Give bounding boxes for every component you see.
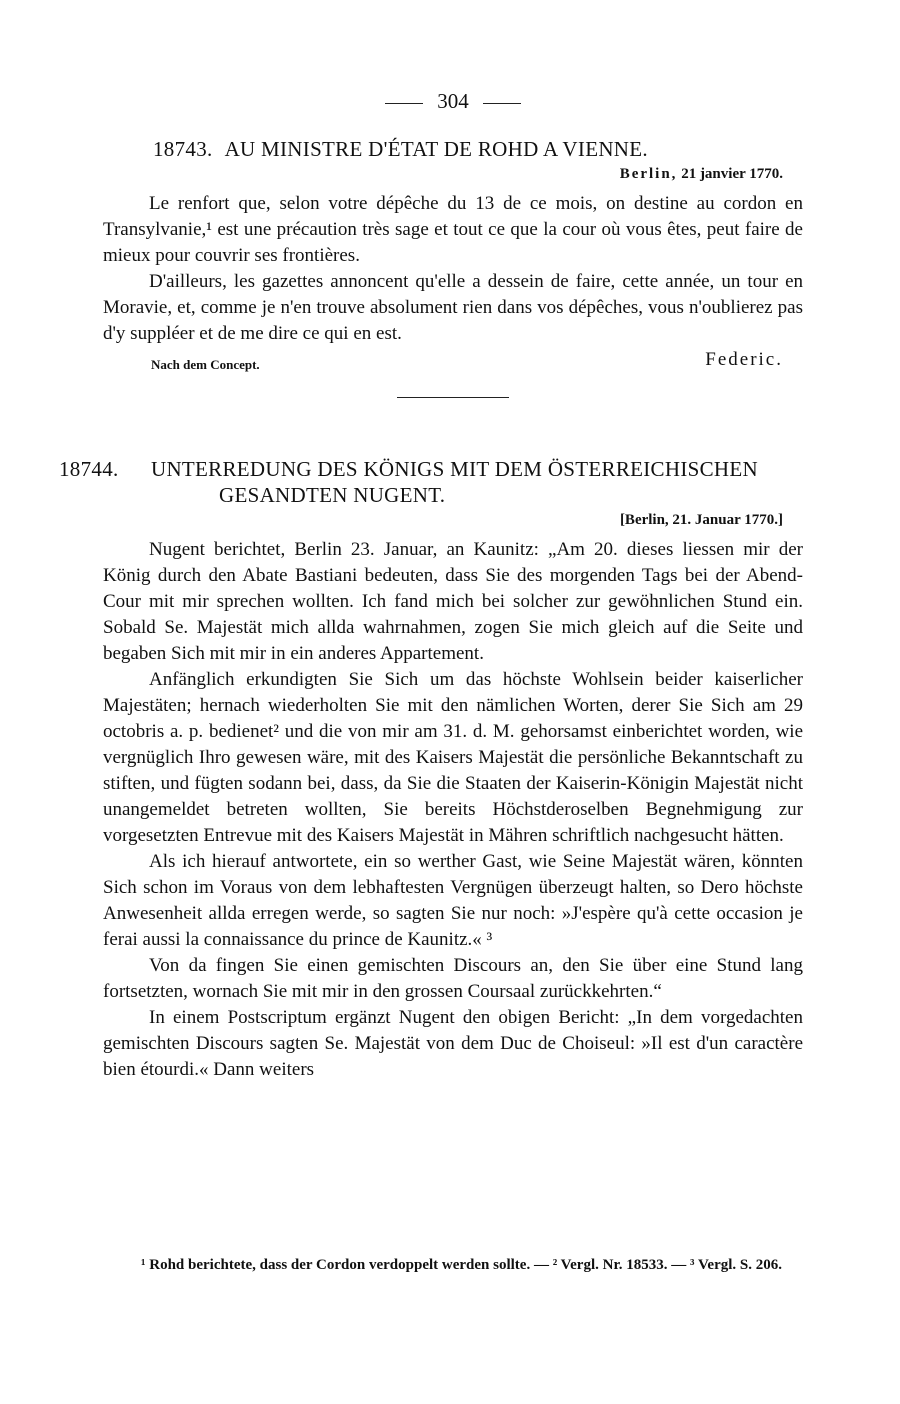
doc1-paragraph: Le renfort que, selon votre dépêche du 13 de ce mois, on destine au cordon en Transylvanie,¹ est une précaution très sage et tout ce que la cour où vous êtes, peut faire de mieux pour couvrir ses frontières. (103, 193, 803, 266)
page-body (59, 86, 803, 1083)
doc1-title: AU MINISTRE D'ÉTAT DE ROHD A VIENNE. (224, 137, 648, 161)
doc2-paragraph: Als ich hierauf antwortete, ein so werther Gast, wie Seine Majestät wären, könnten Sich schon im Voraus von dem lebhaftesten Vergnügen überzeugt halten, so Dero höchste Anwesenheit allda erregen werde, so sagten Sie nur noch: »J'espère qu'à cette occasion je ferai aussi la connaissance du prince de Kaunitz.« ³ (103, 851, 803, 950)
doc1-date-rest: 21 janvier 1770. (681, 166, 783, 182)
doc2-paragraph: Anfänglich erkundigten Sie Sich um das höchste Wohlsein beider kaiserlicher Majestäten; hernach wiederholten Sie mit den nämlichen Worten, derer Sie Sich am 29 octobris a. p. bedienet² und die von mir am 31. d. M. gehorsamst einberichtet worden, wie vergnüglich Ihro gewesen wäre, mit des Kaisers Majestät die persönliche Bekanntschaft zu stiften, und fügten sodann bei, dass, da Sie die Staaten der Kaiserin-Königin Majestät nicht unangemeldet betreten wollten, Sie bereits Höchstderoselben Begnehmigung zur vorgesetzten Entrevue mit des Kaisers Majestät in Mähren schriftlich nachgesucht hätten. (103, 669, 803, 846)
doc1-date-place: Berlin, (619, 166, 678, 182)
doc1-signature-line (103, 349, 803, 377)
doc1-heading (153, 136, 803, 162)
rule-left (385, 103, 423, 104)
doc2-title: UNTERREDUNG DES KÖNIGS MIT DEM ÖSTERREICHISCHEN GESANDTEN NUGENT. (151, 457, 758, 507)
doc1-source: Nach dem Concept. (151, 357, 260, 372)
rule-right (483, 103, 521, 104)
doc2-paragraph: In einem Postscriptum ergänzt Nugent den obigen Bericht: „In dem vorgedachten gemischten Discours sagten Se. Majestät von dem Duc de Choiseul: »Il est d'un caractère bien étourdi.« Dann weiters (103, 1007, 803, 1080)
doc2-paragraph: Von da fingen Sie einen gemischten Discours an, den Sie über eine Stund lang fortsetzten, wornach Sie mit mir in den grossen Coursaal zurückkehrten.“ (103, 955, 803, 1002)
doc2-heading: 18744. UNTERREDUNG DES KÖNIGS MIT DEM ÖSTERREICHISCHEN GESANDTEN NUGENT. (59, 457, 758, 507)
doc1-signature: Federic. (705, 349, 783, 370)
footnote-text: ¹ Rohd berichtete, dass der Cordon verdoppelt werden sollte. — ² Vergl. Nr. 18533. — ³ Vergl. S. 206. (141, 1257, 782, 1273)
footnotes (103, 1254, 803, 1276)
doc1-paragraph: D'ailleurs, les gazettes annoncent qu'elle a dessein de faire, cette année, un tour en Moravie, et, comme je n'en trouve absolument rien dans vos dépêches, vous n'oublierez pas d'y suppléer et de me dire ce qui en est. (103, 271, 803, 344)
doc1-number: 18743. (153, 137, 213, 161)
doc1-date (103, 166, 783, 183)
section-separator (397, 397, 509, 398)
doc2-date: [Berlin, 21. Januar 1770.] (619, 512, 783, 528)
doc2-paragraph: Nugent berichtet, Berlin 23. Januar, an Kaunitz: „Am 20. dieses liessen mir der König durch den Abate Bastiani bedeuten, dass Sie des morgenden Tags bei der Abend-Cour mit mir sprechen wollten. Ich fand mich bei solcher zur gewöhnlichen Stund ein. Sobald Se. Majestät mich allda wahrnahmen, zogen Sie mich gleich auf die Seite und begaben Sich mit mir in ein anderes Appartement. (103, 539, 803, 664)
page-number: 304 (103, 86, 803, 116)
